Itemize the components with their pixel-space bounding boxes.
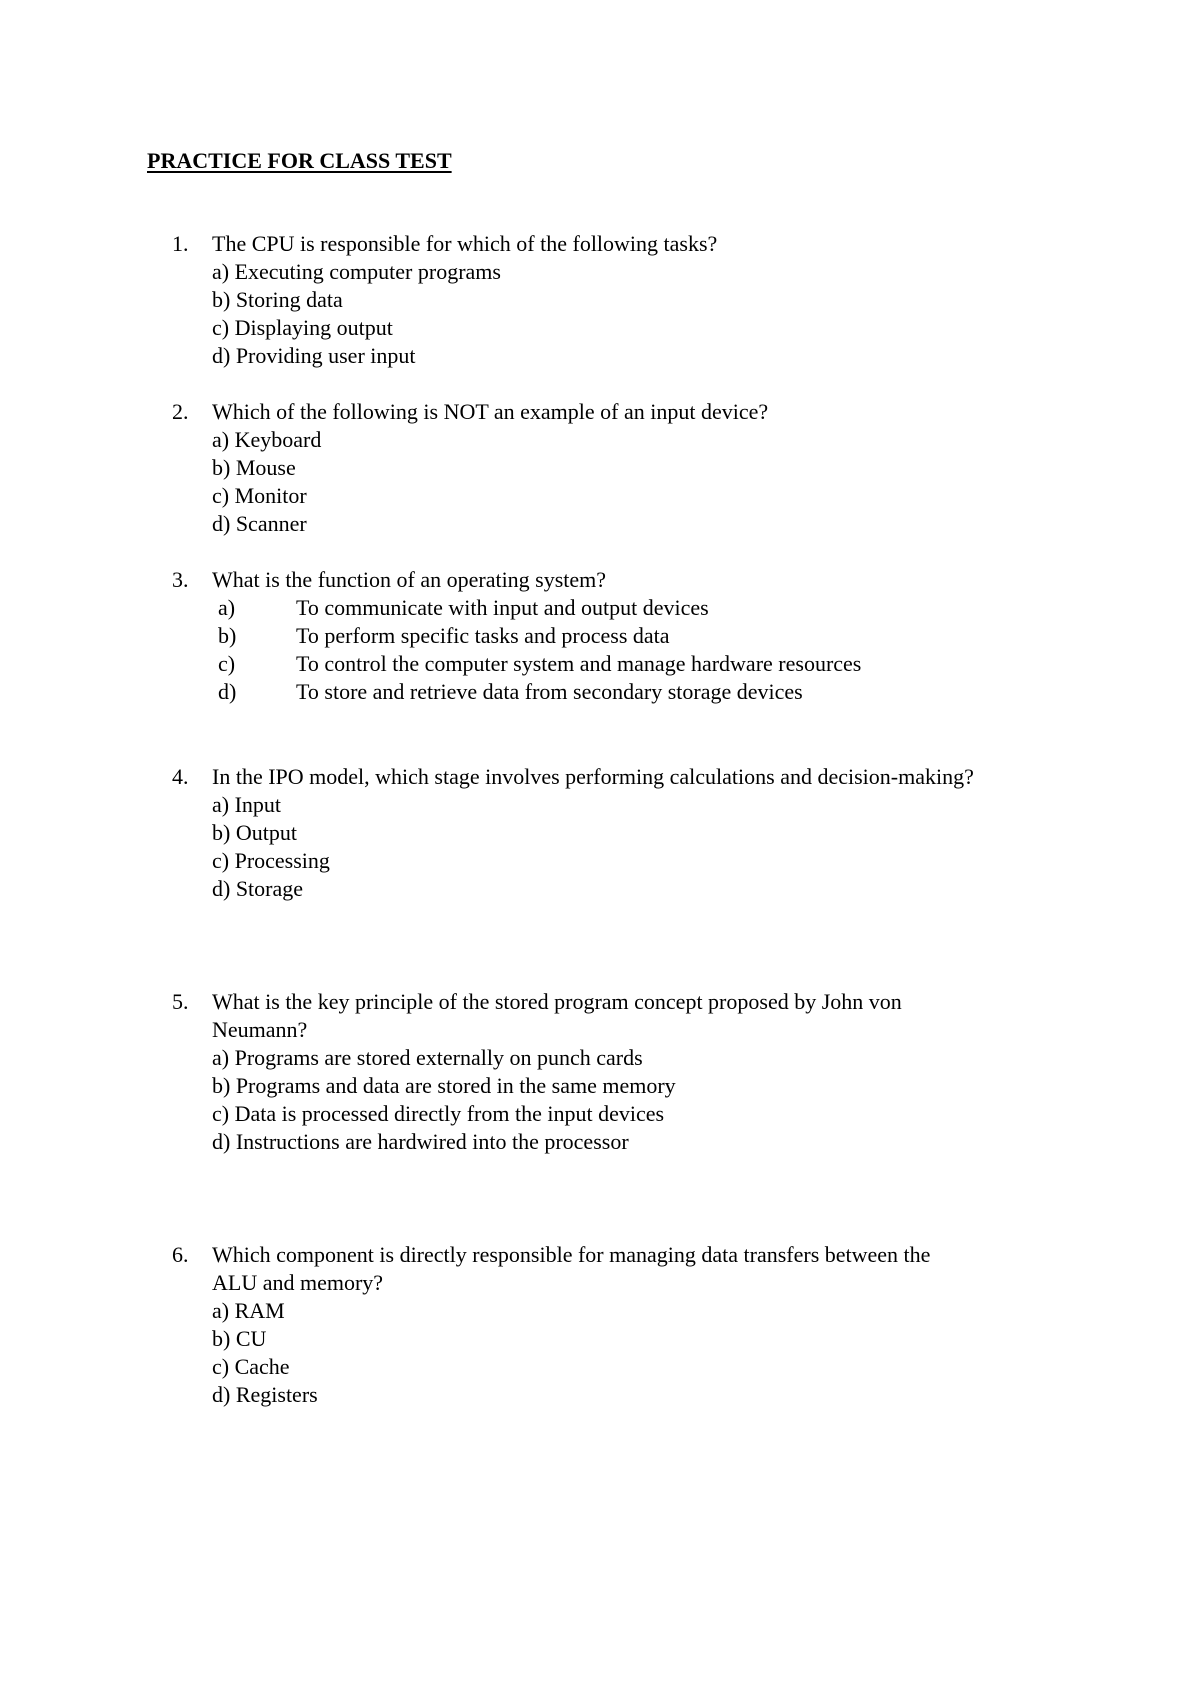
option-c: c) Displaying output bbox=[212, 315, 393, 340]
question-4 bbox=[172, 763, 1092, 903]
question-5 bbox=[172, 988, 1092, 1156]
option-text: To perform specific tasks and process data bbox=[296, 623, 670, 648]
option-b: b) Programs and data are stored in the same memory bbox=[212, 1073, 676, 1098]
option-b: b) Output bbox=[212, 820, 297, 845]
question-text-continued: Neumann? bbox=[212, 1017, 308, 1042]
question-text: Which component is directly responsible for managing data transfers between the bbox=[212, 1242, 931, 1267]
page-title: PRACTICE FOR CLASS TEST bbox=[147, 148, 452, 173]
option-a: a) Programs are stored externally on punch cards bbox=[212, 1045, 643, 1070]
question-5-stem bbox=[172, 988, 1092, 1016]
question-text: In the IPO model, which stage involves performing calculations and decision-making? bbox=[212, 764, 974, 789]
option-text: To communicate with input and output devices bbox=[296, 595, 709, 620]
option-letter: a) bbox=[218, 595, 236, 620]
option-d: d) Storage bbox=[212, 876, 304, 901]
question-text-continued: ALU and memory? bbox=[212, 1270, 384, 1295]
question-1 bbox=[172, 230, 1092, 370]
option-letter: b) bbox=[218, 623, 237, 648]
option-d: d) Providing user input bbox=[212, 343, 416, 368]
option-b: b) CU bbox=[212, 1326, 267, 1351]
option-b: b) Storing data bbox=[212, 287, 343, 312]
option-letter: c) bbox=[218, 651, 236, 676]
question-text: What is the function of an operating system? bbox=[212, 567, 607, 592]
option-a: a) RAM bbox=[212, 1298, 285, 1323]
option-a: a) Executing computer programs bbox=[212, 259, 501, 284]
question-number: 4. bbox=[172, 764, 189, 789]
question-number: 2. bbox=[172, 399, 189, 424]
question-3 bbox=[172, 566, 1092, 706]
question-number: 6. bbox=[172, 1242, 189, 1267]
question-text: What is the key principle of the stored program concept proposed by John von bbox=[212, 989, 902, 1014]
question-number: 5. bbox=[172, 989, 189, 1014]
option-a bbox=[172, 594, 1092, 622]
question-number: 1. bbox=[172, 231, 189, 256]
option-d: d) Scanner bbox=[212, 511, 307, 536]
question-text: The CPU is responsible for which of the following tasks? bbox=[212, 231, 718, 256]
option-c: c) Processing bbox=[212, 848, 330, 873]
option-letter: d) bbox=[218, 679, 237, 704]
option-b: b) Mouse bbox=[212, 455, 296, 480]
option-d bbox=[172, 678, 1092, 706]
option-c: c) Cache bbox=[212, 1354, 290, 1379]
question-6-stem bbox=[172, 1241, 1092, 1269]
question-4-stem bbox=[172, 763, 1092, 791]
option-c: c) Monitor bbox=[212, 483, 307, 508]
option-text: To control the computer system and manage hardware resources bbox=[296, 651, 862, 676]
option-text: To store and retrieve data from secondary storage devices bbox=[296, 679, 803, 704]
question-2-stem bbox=[172, 398, 1092, 426]
option-b bbox=[172, 622, 1092, 650]
question-3-stem bbox=[172, 566, 1092, 594]
option-a: a) Input bbox=[212, 792, 282, 817]
question-1-stem bbox=[172, 230, 1092, 258]
option-d: d) Instructions are hardwired into the processor bbox=[212, 1129, 629, 1154]
question-6 bbox=[172, 1241, 1092, 1409]
option-c: c) Data is processed directly from the input devices bbox=[212, 1101, 665, 1126]
option-c bbox=[172, 650, 1092, 678]
option-a: a) Keyboard bbox=[212, 427, 322, 452]
question-text: Which of the following is NOT an example of an input device? bbox=[212, 399, 769, 424]
question-number: 3. bbox=[172, 567, 189, 592]
question-2 bbox=[172, 398, 1092, 538]
option-d: d) Registers bbox=[212, 1382, 318, 1407]
